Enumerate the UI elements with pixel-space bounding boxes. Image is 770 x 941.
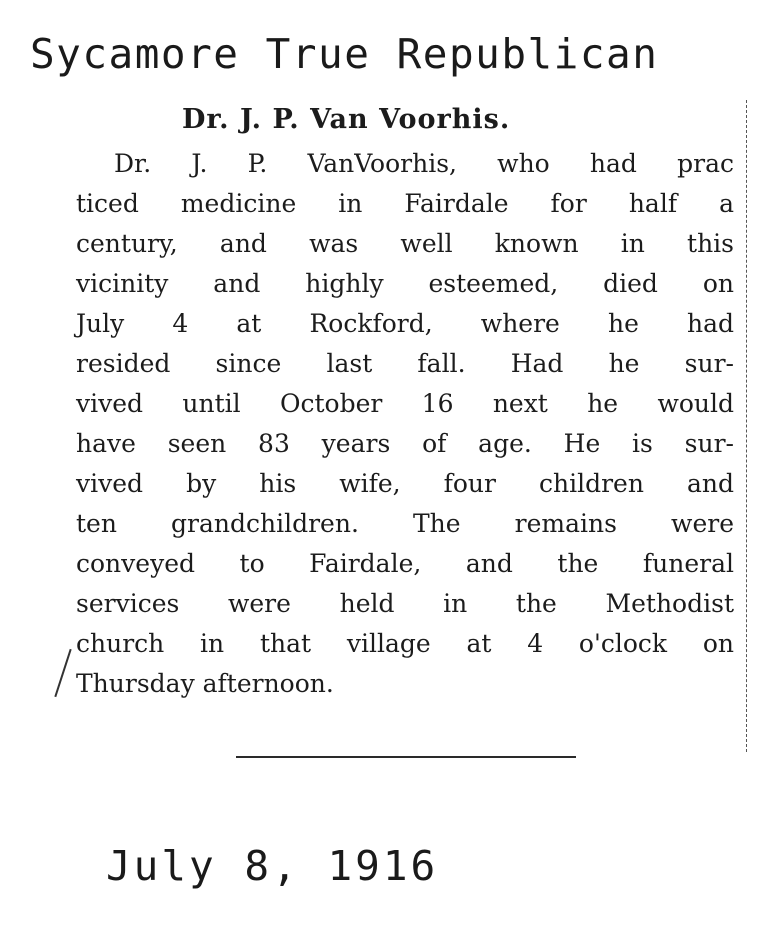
publication-date: July 8, 1916 — [106, 842, 439, 890]
obituary-body — [76, 144, 734, 704]
obituary-line: century, and was well known in this — [76, 229, 734, 258]
obituary-line: vived until October 16 next he would — [76, 389, 734, 418]
clipping-edge-divider — [746, 100, 747, 752]
obituary-line: Thursday afternoon. — [76, 669, 334, 698]
obituary-clipping — [70, 100, 750, 780]
obituary-line: vived by his wife, four children and — [76, 469, 734, 498]
obituary-line: have seen 83 years of age. He is sur- — [76, 429, 734, 458]
obituary-line: conveyed to Fairdale, and the funeral — [76, 549, 734, 578]
pen-mark — [54, 649, 71, 697]
obituary-line: ticed medicine in Fairdale for half a — [76, 189, 734, 218]
obituary-line: Dr. J. P. VanVoorhis, who had prac — [114, 149, 734, 178]
end-rule-divider — [236, 756, 576, 758]
obituary-line: ten grandchildren. The remains were — [76, 509, 734, 538]
obituary-title: Dr. J. P. Van Voorhis. — [182, 104, 511, 135]
obituary-line: services were held in the Methodist — [76, 589, 734, 618]
newspaper-name: Sycamore True Republican — [30, 30, 659, 78]
obituary-line: vicinity and highly esteemed, died on — [76, 269, 734, 298]
obituary-line: resided since last fall. Had he sur- — [76, 349, 734, 378]
obituary-line: July 4 at Rockford, where he had — [76, 309, 734, 338]
obituary-line: church in that village at 4 o'clock on — [76, 629, 734, 658]
